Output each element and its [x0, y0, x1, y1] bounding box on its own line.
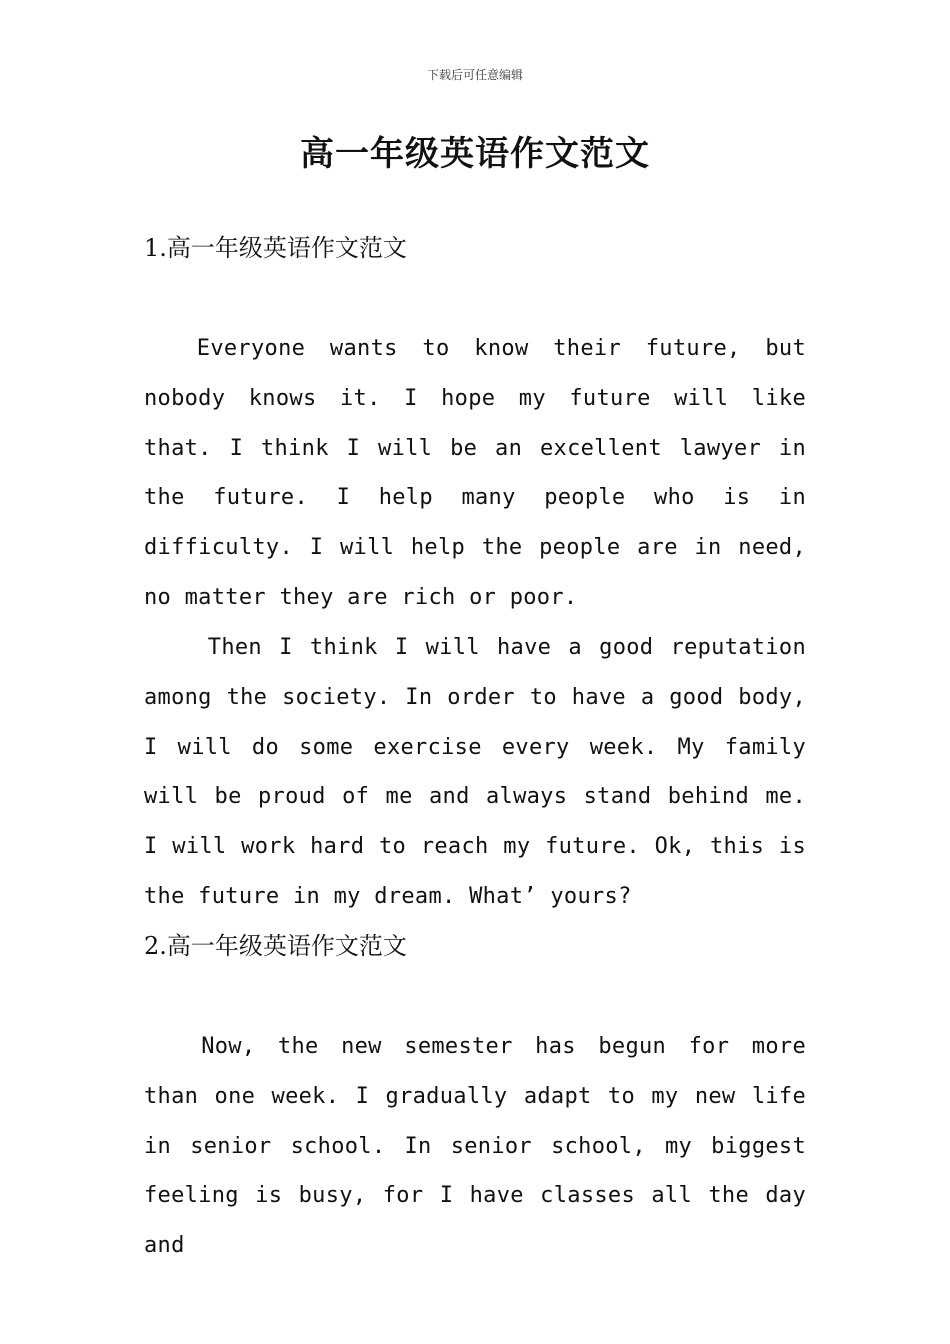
section-1-paragraph-1: Everyone wants to know their future, but nobody knows it. I hope my future will like that. I think I will be an excellent lawyer in the future. I help many people who is in difficulty. I will help the people are in need, no matter they are rich or poor. [144, 336, 806, 610]
section-2-paragraph-1: Now, the new semester has begun for more than one week. I gradually adapt to my new life in senior school. In senior school, my biggest feeling is busy, for I have classes all the day and [144, 1034, 806, 1259]
document-title: 高一年级英语作文范文 [300, 134, 650, 174]
section-heading-2: 2.高一年级英语作文范文 [144, 932, 407, 960]
section-heading-1: 1.高一年级英语作文范文 [144, 234, 407, 262]
header-note: 下载后可任意编辑 [426, 68, 523, 82]
section-1-paragraph-2: Then I think I will have a good reputation among the society. In order to have a good body, I will do some exercise every week. My family will be proud of me and always stand behind me. I will work hard to reach my future. Ok, this is the future in my dream. What’ yours? [144, 635, 806, 909]
